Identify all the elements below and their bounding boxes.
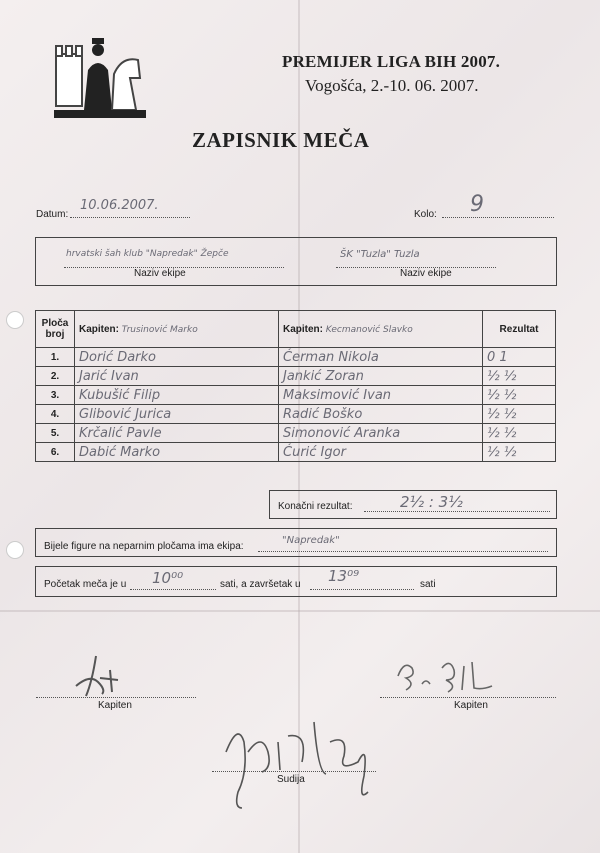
away-player: Jankić Zoran xyxy=(279,367,483,386)
home-team-name: hrvatski šah klub "Napredak" Žepče xyxy=(66,249,229,259)
date-label: Datum: xyxy=(36,209,69,220)
table-row xyxy=(36,405,556,424)
away-team-label: Naziv ekipe xyxy=(400,268,452,279)
away-player: Simonović Aranka xyxy=(279,424,483,443)
result-header: Rezultat xyxy=(483,311,556,348)
table-row xyxy=(36,443,556,462)
date-line xyxy=(70,216,190,218)
away-captain-sign-label: Kapiten xyxy=(454,700,488,711)
board-number: 3. xyxy=(36,386,75,405)
start-time-line xyxy=(130,588,216,590)
home-captain-signature xyxy=(66,652,136,702)
white-pieces-line xyxy=(258,550,548,552)
referee-sign-label: Sudija xyxy=(277,774,305,785)
table-row xyxy=(36,386,556,405)
table-header-row xyxy=(36,311,556,348)
away-captain-name: Kecmanović Slavko xyxy=(325,324,413,335)
board-result: ½ ½ xyxy=(483,424,556,443)
table-row xyxy=(36,348,556,367)
home-team-label: Naziv ekipe xyxy=(134,268,186,279)
end-time-label: sati, a završetak u xyxy=(220,579,301,590)
start-time-label: Početak meča je u xyxy=(44,579,127,590)
document-title: ZAPISNIK MEČA xyxy=(192,128,370,152)
home-player: Jarić Ivan xyxy=(75,367,279,386)
round-label: Kolo: xyxy=(414,209,437,220)
away-captain-sign-line xyxy=(380,696,556,698)
board-header: Ploča broj xyxy=(36,311,75,348)
venue-dates: Vogošća, 2.-10. 06. 2007. xyxy=(305,76,479,95)
board-number: 4. xyxy=(36,405,75,424)
date-value: 10.06.2007. xyxy=(80,198,159,213)
board-number: 1. xyxy=(36,348,75,367)
away-player: Radić Boško xyxy=(279,405,483,424)
board-result: ½ ½ xyxy=(483,386,556,405)
round-line xyxy=(442,216,554,218)
board-number: 2. xyxy=(36,367,75,386)
home-captain-name: Trusinović Marko xyxy=(121,324,198,335)
away-team-name: ŠK "Tuzla" Tuzla xyxy=(340,249,420,260)
table-row xyxy=(36,424,556,443)
table-row xyxy=(36,367,556,386)
home-captain-label: Kapiten: xyxy=(79,323,119,335)
final-result-label: Konačni rezultat: xyxy=(278,501,353,512)
chess-pieces-logo-icon xyxy=(54,38,146,120)
punch-hole-bottom xyxy=(6,541,24,559)
home-captain-sign-label: Kapiten xyxy=(98,700,132,711)
league-title: PREMIJER LIGA BIH 2007. xyxy=(282,52,501,71)
paper-fold-horizontal xyxy=(0,610,600,612)
results-table xyxy=(35,310,556,462)
board-result: ½ ½ xyxy=(483,405,556,424)
home-player: Krčalić Pavle xyxy=(75,424,279,443)
punch-hole-top xyxy=(6,311,24,329)
home-player: Glibović Jurica xyxy=(75,405,279,424)
away-captain-signature xyxy=(392,656,502,696)
board-number: 6. xyxy=(36,443,75,462)
board-result: ½ ½ xyxy=(483,367,556,386)
board-result: 0 1 xyxy=(483,348,556,367)
round-value: 9 xyxy=(470,192,484,217)
white-pieces-label: Bijele figure na neparnim pločama ima ekipa: xyxy=(44,541,244,552)
home-player: Dorić Darko xyxy=(75,348,279,367)
end-time-value: 13⁰⁹ xyxy=(328,567,360,585)
home-captain-sign-line xyxy=(36,696,196,698)
teams-box xyxy=(35,237,557,286)
start-time-value: 10⁰⁰ xyxy=(152,569,184,587)
white-pieces-team: "Napredak" xyxy=(282,535,340,546)
away-player: Ćurić Igor xyxy=(279,443,483,462)
referee-sign-line xyxy=(212,770,376,772)
home-captain-cell xyxy=(75,311,279,348)
away-player: Maksimović Ivan xyxy=(279,386,483,405)
hours-label: sati xyxy=(420,579,436,590)
home-player: Dabić Marko xyxy=(75,443,279,462)
away-captain-cell xyxy=(279,311,483,348)
end-time-line xyxy=(310,588,414,590)
board-number: 5. xyxy=(36,424,75,443)
away-captain-label: Kapiten: xyxy=(283,323,323,335)
away-player: Ćerman Nikola xyxy=(279,348,483,367)
home-player: Kubušić Filip xyxy=(75,386,279,405)
final-result-value: 2½ : 3½ xyxy=(400,493,463,511)
referee-signature xyxy=(218,712,378,812)
board-result: ½ ½ xyxy=(483,443,556,462)
